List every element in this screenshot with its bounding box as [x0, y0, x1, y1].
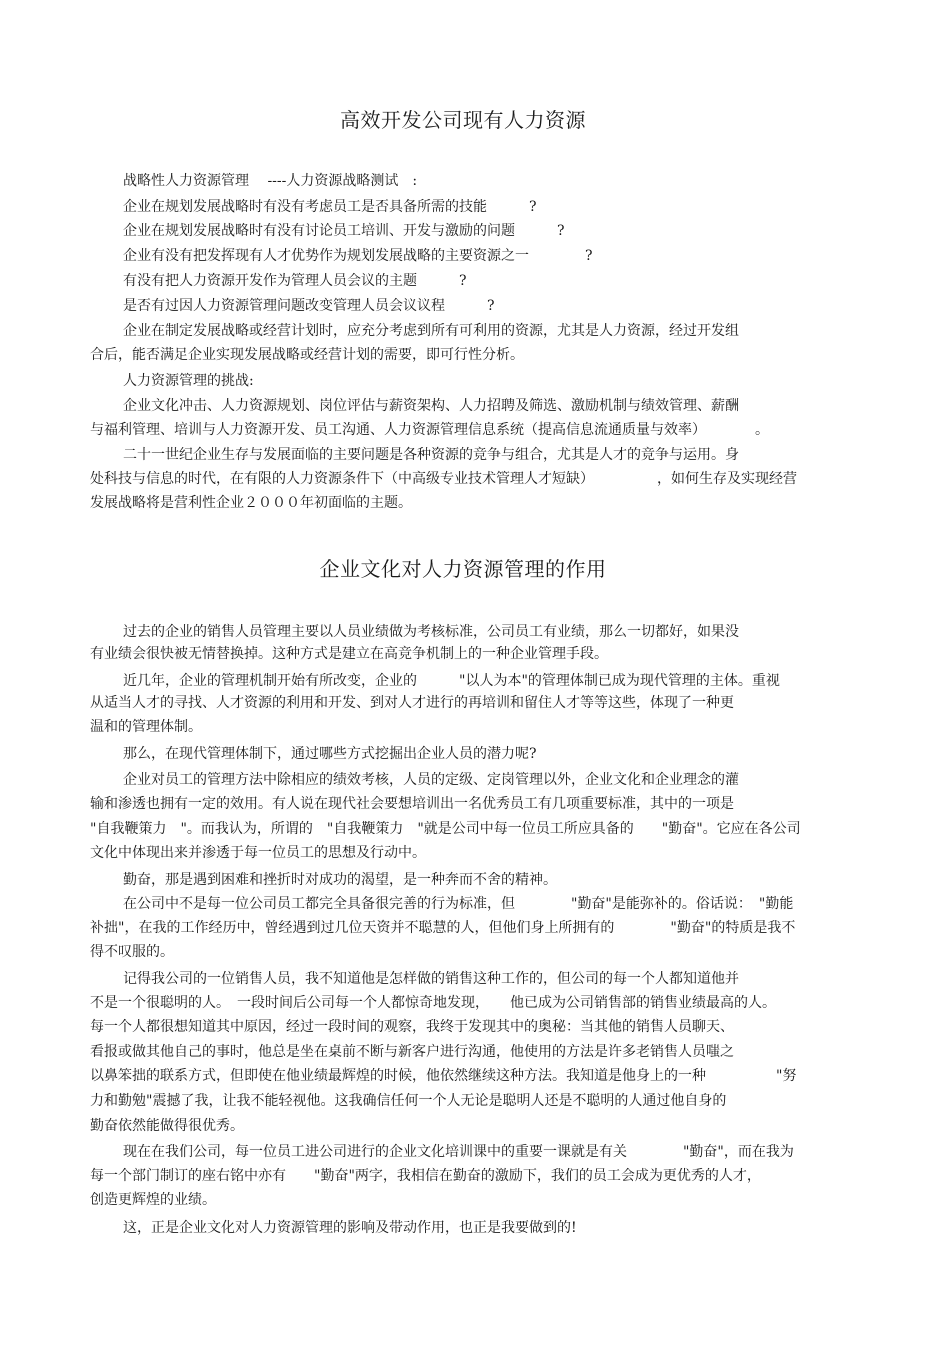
- paragraph-line: 勤奋，那是遇到困难和挫折时对成功的渴望，是一种奔而不舍的精神。: [123, 872, 557, 888]
- paragraph-line: 合后，能否满足企业实现发展战略或经营计划的需要，即可行性分析。: [90, 347, 524, 363]
- paragraph-line: 是否有过因人力资源管理问题改变管理人员会议议程 ?: [123, 298, 495, 314]
- paragraph-line: 企业在制定发展战略或经营计划时，应充分考虑到所有可利用的资源，尤其是人力资源，经过开发组: [123, 323, 739, 339]
- paragraph-line: 创造更辉煌的业绩。: [90, 1192, 216, 1208]
- paragraph-line: 补拙"，在我的工作经历中，曾经遇到过几位天资并不聪慧的人，但他们身上所拥有的 "勤奋"的特质是我不: [90, 920, 796, 936]
- paragraph-line: 人力资源管理的挑战:: [123, 373, 254, 389]
- paragraph-line: "自我鞭策力 "。而我认为，所谓的 "自我鞭策力 "就是公司中每一位员工所应具备的 "勤奋"。它应在各公司: [90, 821, 801, 837]
- paragraph-line: 有业绩会很快被无情替换掉。这种方式是建立在高竞争机制上的一种企业管理手段。: [90, 646, 608, 662]
- paragraph-line: 处科技与信息的时代，在有限的人力资源条件下（中高级专业技术管理人才短缺） ，如何生存及实现经营: [90, 471, 797, 487]
- paragraph-line: 从适当人才的寻找、人才资源的利用和开发、到对人才进行的再培训和留住人才等等这些，体现了一种更: [90, 695, 734, 711]
- paragraph-line: 与福利管理、培训与人力资源开发、员工沟通、人力资源管理信息系统（提高信息流通质量与效率） 。: [90, 422, 769, 438]
- paragraph-line: 文化中体现出来并渗透于每一位员工的思想及行动中。: [90, 845, 426, 861]
- paragraph-line: 每一个人都很想知道其中原因，经过一段时间的观察，我终于发现其中的奥秘：当其他的销售人员聊天、: [90, 1019, 734, 1035]
- paragraph-line: 企业对员工的管理方法中除相应的绩效考核，人员的定级、定岗管理以外，企业文化和企业理念的灌: [123, 772, 739, 788]
- paragraph-line: 企业文化冲击、人力资源规划、岗位评估与薪资架构、人力招聘及筛选、激励机制与绩效管理、薪酬: [123, 398, 739, 414]
- paragraph-line: 过去的企业的销售人员管理主要以人员业绩做为考核标准，公司员工有业绩，那么一切都好，如果没: [123, 624, 739, 640]
- section-title: 企业文化对人力资源管理的作用: [319, 557, 607, 581]
- paragraph-line: 那么，在现代管理体制下，通过哪些方式挖掘出企业人员的潜力呢?: [123, 746, 537, 762]
- paragraph-line: 输和渗透也拥有一定的效用。有人说在现代社会要想培训出一名优秀员工有几项重要标准，其中的一项是: [90, 796, 734, 812]
- paragraph-line: 企业在规划发展战略时有没有考虑员工是否具备所需的技能 ?: [123, 199, 537, 215]
- paragraph-line: 每一个部门制订的座右铭中亦有 "勤奋"两字，我相信在勤奋的激励下，我们的员工会成为更优秀的人才，: [90, 1168, 761, 1184]
- paragraph-line: 不是一个很聪明的人。 一段时间后公司每一个人都惊奇地发现， 他已成为公司销售部的销售业绩最高的人。: [90, 995, 776, 1011]
- paragraph-line: 二十一世纪企业生存与发展面临的主要问题是各种资源的竞争与组合，尤其是人才的竞争与运用。身: [123, 447, 739, 463]
- paragraph-line: 力和勤勉"震撼了我，让我不能轻视他。这我确信任何一个人无论是聪明人还是不聪明的人通过他自身的: [90, 1093, 727, 1109]
- paragraph-line: 温和的管理体制。: [90, 719, 202, 735]
- paragraph-line: 得不叹服的。: [90, 944, 174, 960]
- paragraph-line: 以鼻笨拙的联系方式，但即使在他业绩最辉煌的时候，他依然继续这种方法。我知道是他身上的一种 "努: [90, 1068, 797, 1084]
- paragraph-line: 战略性人力资源管理 ----人力资源战略测试 :: [123, 173, 418, 189]
- paragraph-line: 记得我公司的一位销售人员，我不知道他是怎样做的销售这种工作的，但公司的每一个人都知道他并: [123, 971, 739, 987]
- paragraph-line: 看报或做其他自己的事时，他总是坐在桌前不断与新客户进行沟通，他使用的方法是许多老销售人员嗤之: [90, 1044, 734, 1060]
- paragraph-line: 企业有没有把发挥现有人才优势作为规划发展战略的主要资源之一 ?: [123, 248, 593, 264]
- paragraph-line: 近几年，企业的管理机制开始有所改变，企业的 "以人为本"的管理体制已成为现代管理的主体。重视: [123, 673, 780, 689]
- paragraph-line: 现在在我们公司，每一位员工进公司进行的企业文化培训课中的重要一课就是有关 "勤奋"，而在我为: [123, 1144, 794, 1160]
- section-title: 高效开发公司现有人力资源: [340, 108, 586, 132]
- paragraph-line: 在公司中不是每一位公司员工都完全具备很完善的行为标准，但 "勤奋"是能弥补的。俗话说： "勤能: [123, 896, 794, 912]
- paragraph-line: 这，正是企业文化对人力资源管理的影响及带动作用，也正是我要做到的!: [123, 1220, 577, 1236]
- paragraph-line: 勤奋依然能做得很优秀。: [90, 1118, 244, 1134]
- paragraph-line: 发展战略将是营利性企业２０００年初面临的主题。: [90, 495, 412, 511]
- paragraph-line: 企业在规划发展战略时有没有讨论员工培训、开发与激励的问题 ?: [123, 223, 565, 239]
- paragraph-line: 有没有把人力资源开发作为管理人员会议的主题 ?: [123, 273, 467, 289]
